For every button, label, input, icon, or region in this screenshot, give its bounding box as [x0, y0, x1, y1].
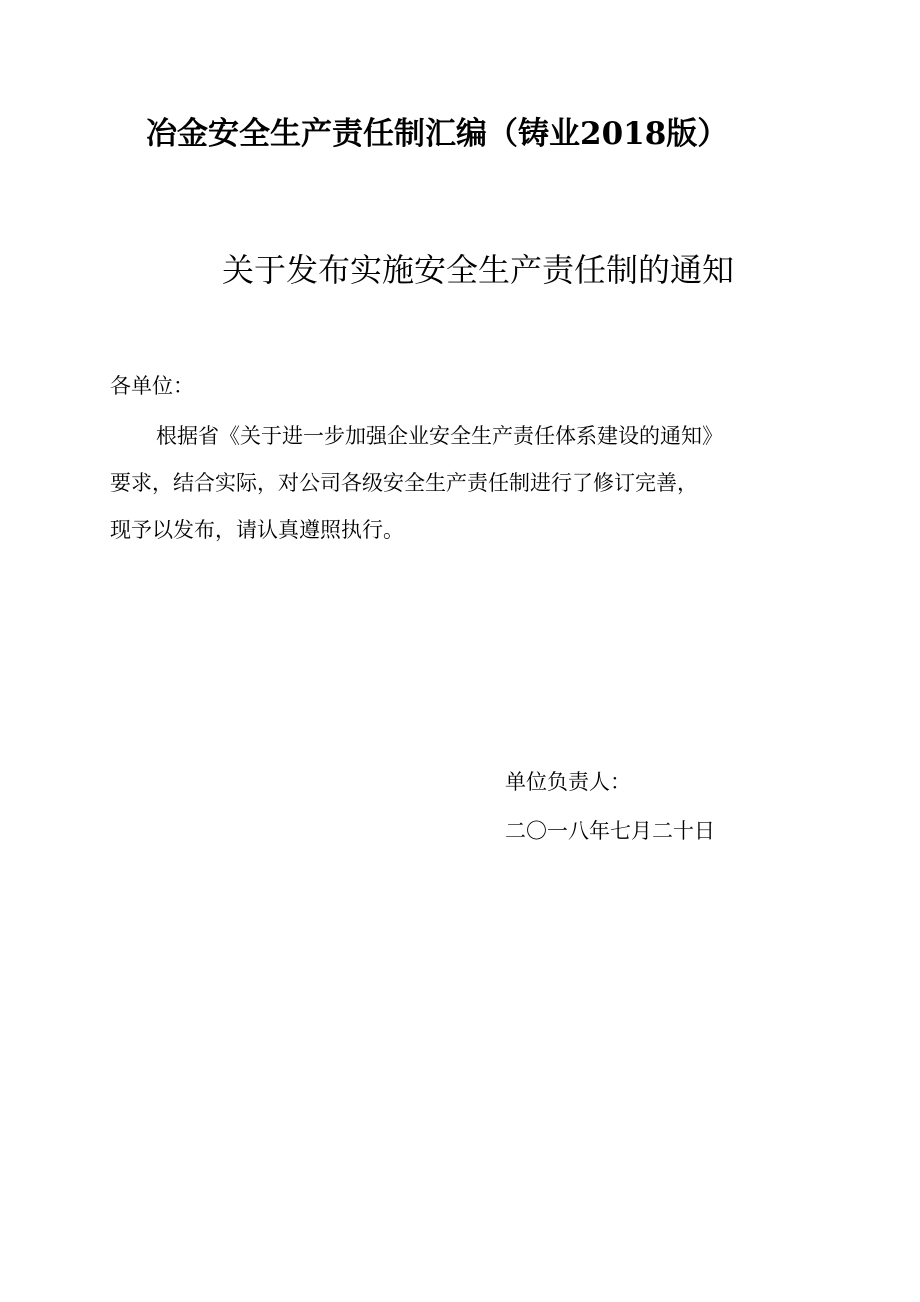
signature-label: 单位负责人：	[505, 770, 631, 794]
notice-title: 关于发布实施安全生产责任制的通知	[222, 251, 735, 289]
salutation: 各单位：	[110, 374, 194, 398]
compilation-title: 冶金安全生产责任制汇编（铸业2018版）	[146, 116, 729, 152]
body-line: 要求，结合实际，对公司各级安全生产责任制进行了修订完善，	[110, 471, 698, 495]
body-line: 根据省《关于进一步加强企业安全生产责任体系建设的通知》	[156, 424, 723, 448]
notice-body	[110, 413, 830, 554]
body-line: 现予以发布，请认真遵照执行。	[110, 518, 404, 542]
issue-date: 二〇一八年七月二十日	[505, 819, 715, 843]
